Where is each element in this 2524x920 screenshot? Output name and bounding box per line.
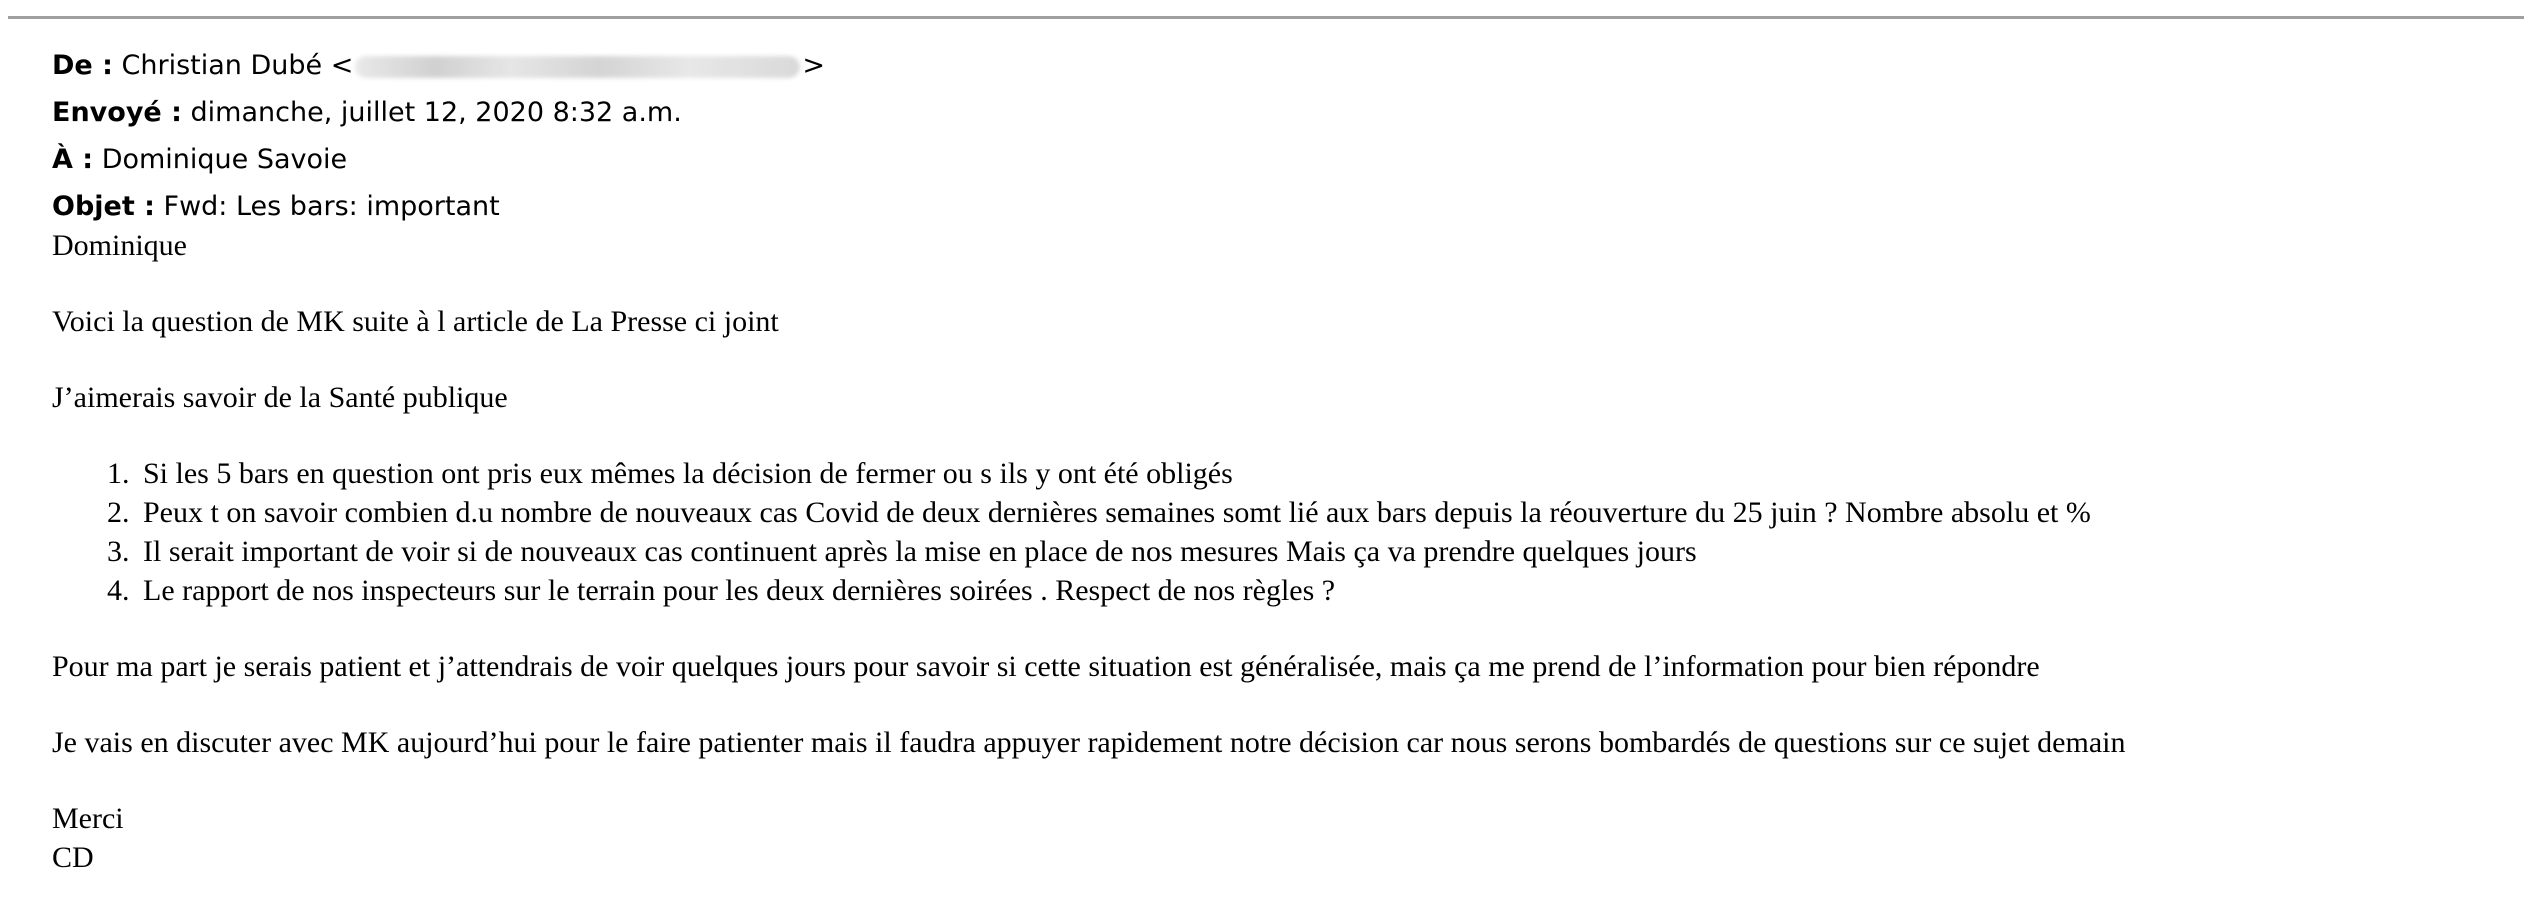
header-divider <box>8 16 2524 19</box>
to-value: Dominique Savoie <box>101 144 348 175</box>
list-item: 3. Il serait important de voir si de nouveaux cas continuent après la mise en place de nos mesures Mais ça va prendre quelques jours <box>137 532 2126 571</box>
redacted-email-address <box>355 56 800 78</box>
sent-label: Envoyé : <box>52 97 182 128</box>
email-body <box>52 226 2126 877</box>
subject-label: Objet : <box>52 191 155 222</box>
from-close: > <box>802 50 825 81</box>
paragraph-request: J’aimerais savoir de la Santé publique <box>52 381 508 414</box>
list-item: 1. Si les 5 bars en question ont pris eux mêmes la décision de fermer ou s ils y ont été obligés <box>137 454 2126 493</box>
subject-row <box>52 183 825 230</box>
paragraph-opinion: Pour ma part je serais patient et j’attendrais de voir quelques jours pour savoir si cette situation est généralisée, mais ça me prend de l’information pour bien répondre <box>52 650 2040 683</box>
sent-row <box>52 89 825 136</box>
to-label: À : <box>52 144 94 175</box>
paragraph-discussion: Je vais en discuter avec MK aujourd’hui pour le faire patienter mais il faudra appuyer rapidement notre décision car nous serons bombardés de questions sur ce sujet demain <box>52 726 2126 759</box>
question-list <box>52 454 2126 610</box>
list-item: 4. Le rapport de nos inspecteurs sur le terrain pour les deux dernières soirées . Respect de nos règles ? <box>137 571 2126 610</box>
email-header <box>52 42 825 230</box>
from-label: De : <box>52 50 113 81</box>
to-row <box>52 136 825 183</box>
from-row <box>52 42 825 89</box>
list-item: 2. Peux t on savoir combien d.u nombre de nouveaux cas Covid de deux dernières semaines somt lié aux bars depuis la réouverture du 25 juin ? Nombre absolu et % <box>137 493 2126 532</box>
paragraph-question: Voici la question de MK suite à l article de La Presse ci joint <box>52 305 779 338</box>
from-name: Christian Dubé < <box>121 50 354 81</box>
greeting: Dominique <box>52 229 187 262</box>
sent-value: dimanche, juillet 12, 2020 8:32 a.m. <box>190 97 682 128</box>
signature: CD <box>52 841 94 874</box>
closing: Merci <box>52 802 124 835</box>
subject-value: Fwd: Les bars: important <box>163 191 500 222</box>
